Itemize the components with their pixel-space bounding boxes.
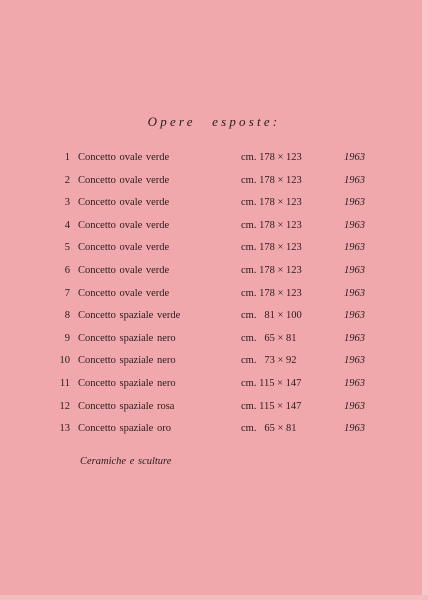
work-dimensions: cm. 178 × 123 — [241, 197, 302, 209]
work-number: 6 — [64, 264, 70, 276]
work-title: Concetto ovale verde — [78, 264, 170, 276]
work-year: 1963 — [344, 400, 365, 412]
work-year: 1963 — [344, 152, 365, 163]
work-year: 1963 — [344, 355, 365, 367]
work-year: 1963 — [344, 219, 365, 231]
work-year: 1963 — [344, 174, 365, 186]
work-number: 7 — [64, 287, 70, 299]
work-year: 1963 — [344, 264, 365, 276]
work-number: 5 — [64, 242, 70, 254]
work-row — [0, 240, 428, 263]
work-row — [0, 263, 428, 286]
work-number: 2 — [64, 174, 70, 186]
work-title: Concetto spaziale nero — [78, 377, 176, 389]
work-title: Concetto spaziale oro — [78, 423, 171, 435]
page-title: Opere esposte: — [147, 114, 281, 129]
work-dimensions: cm. 73 × 92 — [241, 355, 297, 367]
work-dimensions: cm. 81 × 100 — [241, 310, 302, 322]
work-dimensions: cm. 178 × 123 — [241, 287, 302, 299]
work-title: Concetto spaziale nero — [78, 332, 176, 344]
work-row — [0, 195, 428, 218]
works-list — [0, 150, 428, 444]
work-dimensions: cm. 178 × 123 — [241, 174, 302, 186]
work-row — [0, 399, 428, 422]
ceramics-note: Ceramiche e sculture — [80, 456, 172, 467]
work-dimensions: cm. 178 × 123 — [241, 242, 302, 254]
work-number: 10 — [59, 355, 70, 367]
work-year: 1963 — [344, 332, 365, 344]
work-number: 9 — [64, 332, 70, 344]
work-dimensions: cm. 178 × 123 — [241, 219, 302, 231]
work-dimensions: cm. 65 × 81 — [241, 332, 297, 344]
work-dimensions: cm. 65 × 81 — [241, 423, 297, 435]
work-number: 1 — [64, 152, 70, 163]
work-number: 11 — [59, 377, 70, 389]
work-row — [0, 218, 428, 241]
work-title: Concetto ovale verde — [78, 219, 170, 231]
work-title: Concetto spaziale rosa — [78, 400, 175, 412]
work-year: 1963 — [344, 197, 365, 209]
work-title: Concetto ovale verde — [78, 197, 170, 209]
work-row — [0, 331, 428, 354]
page-edge-bottom — [0, 595, 428, 600]
work-number: 4 — [64, 219, 70, 231]
work-dimensions: cm. 115 × 147 — [241, 377, 302, 389]
work-dimensions: cm. 115 × 147 — [241, 400, 302, 412]
work-row — [0, 308, 428, 331]
work-row — [0, 353, 428, 376]
work-dimensions: cm. 178 × 123 — [241, 152, 302, 163]
work-row — [0, 286, 428, 309]
work-title: Concetto ovale verde — [78, 174, 170, 186]
work-title: Concetto spaziale verde — [78, 310, 181, 322]
work-year: 1963 — [344, 242, 365, 254]
work-title: Concetto spaziale nero — [78, 355, 176, 367]
work-title: Concetto ovale verde — [78, 152, 170, 163]
work-year: 1963 — [344, 287, 365, 299]
work-dimensions: cm. 178 × 123 — [241, 264, 302, 276]
work-year: 1963 — [344, 423, 365, 435]
work-year: 1963 — [344, 310, 365, 322]
work-number: 3 — [64, 197, 70, 209]
work-number: 13 — [59, 423, 70, 435]
work-year: 1963 — [344, 377, 365, 389]
work-title: Concetto ovale verde — [78, 242, 170, 254]
work-number: 12 — [59, 400, 70, 412]
work-row — [0, 421, 428, 444]
work-title: Concetto ovale verde — [78, 287, 170, 299]
work-row — [0, 173, 428, 196]
work-row — [0, 376, 428, 399]
work-row — [0, 150, 428, 173]
work-number: 8 — [64, 310, 70, 322]
